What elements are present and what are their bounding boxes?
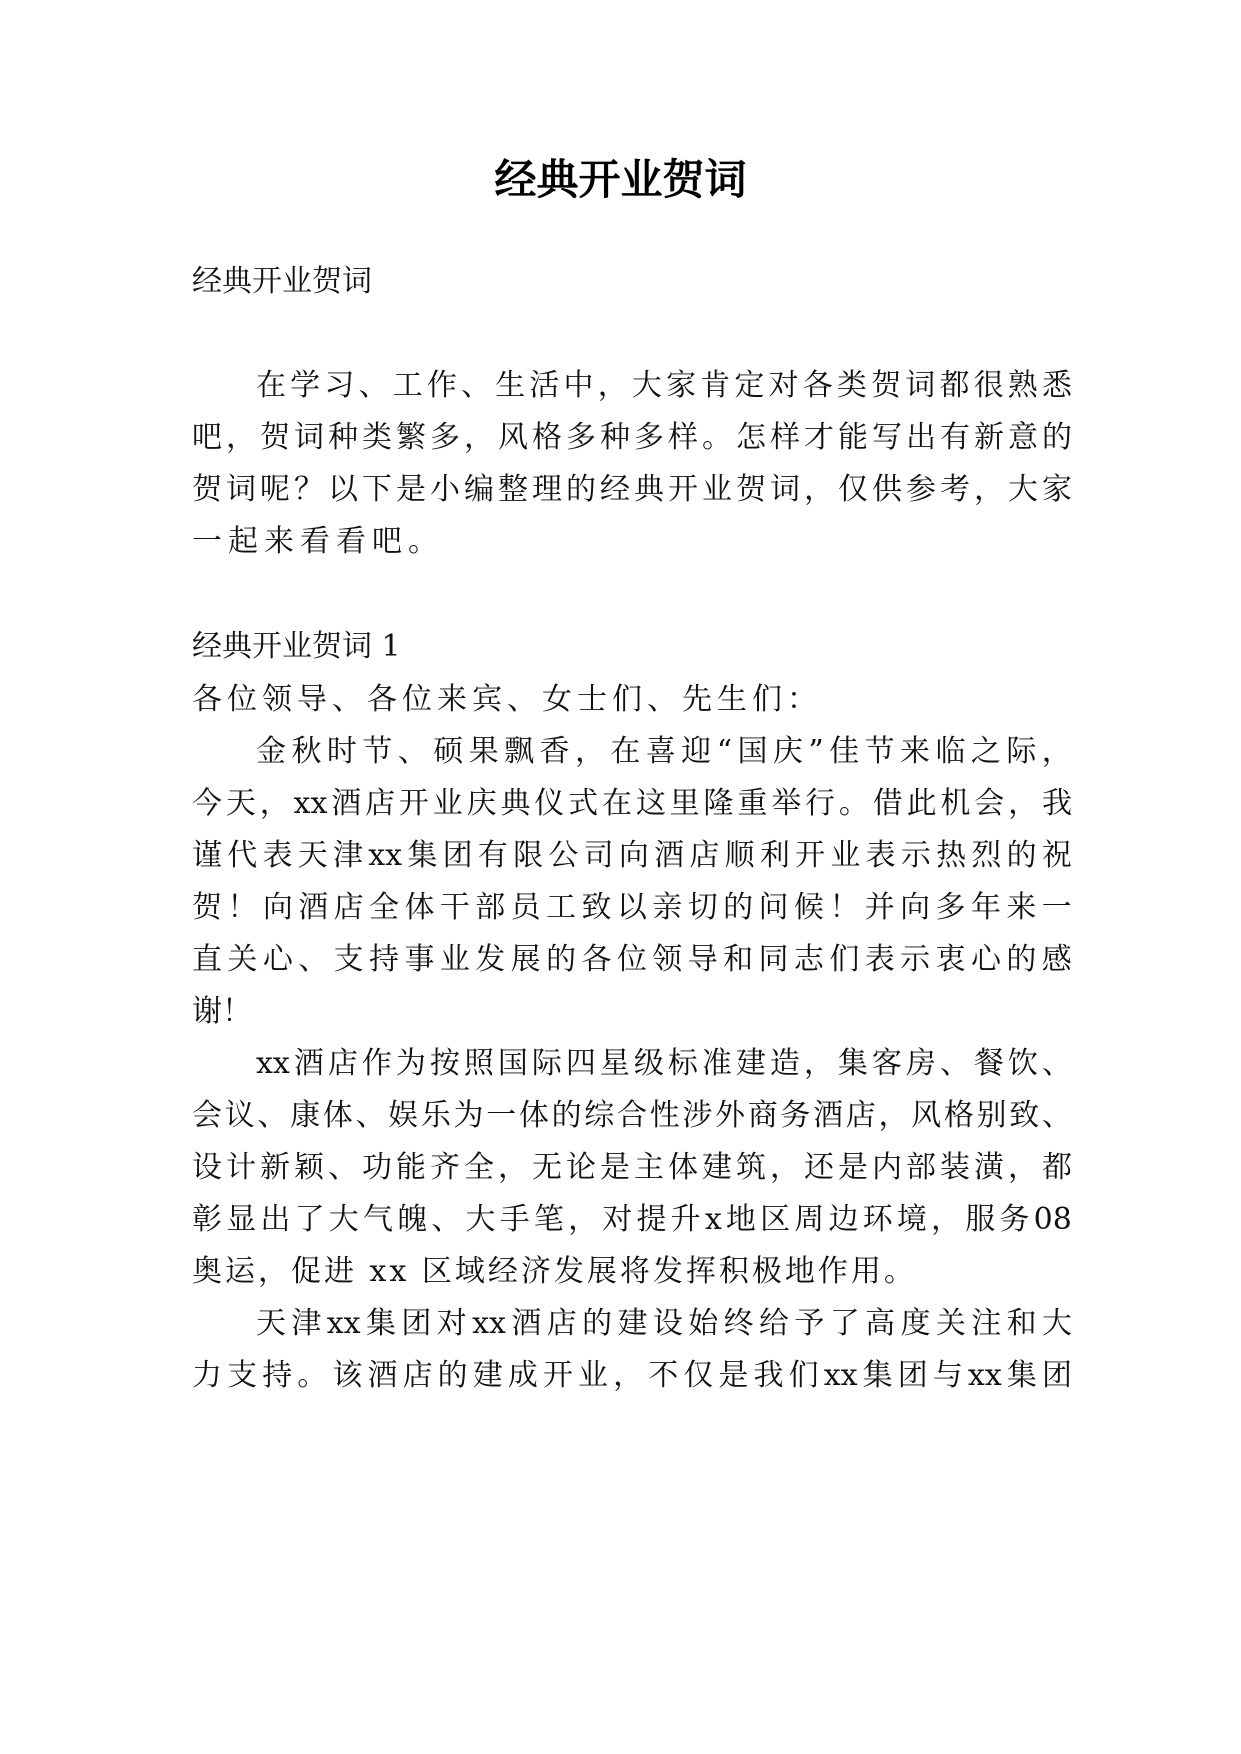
- document-subtitle: 经典开业贺词: [192, 264, 372, 299]
- document-title: 经典开业贺词: [494, 155, 747, 204]
- paragraph-line: 奥运，促进 xx 区域经济发展将发挥积极地作用。: [192, 1254, 917, 1289]
- paragraph-line: 金 秋 时 节 、 硕 果 飘 香 ， 在 喜 迎 “ 国 庆 ” 佳 节 来 临 之 际 ，: [256, 734, 1072, 769]
- intro-line: 贺 词 呢 ？ 以 下 是 小 编 整 理 的 经 典 开 业 贺 词 ， 仅 供 参 考 ， 大 家: [192, 472, 1072, 507]
- salutation: 各位领导、各位来宾、女士们、先生们：: [192, 682, 822, 717]
- paragraph-line: 天 津 xx 集 团 对 xx 酒 店 的 建 设 始 终 给 予 了 高 度 关 注 和 大: [256, 1306, 1072, 1341]
- paragraph-line: 今 天 ， xx 酒 店 开 业 庆 典 仪 式 在 这 里 隆 重 举 行 。 借 此 机 会 ， 我: [192, 786, 1072, 821]
- paragraph-line: xx 酒 店 作 为 按 照 国 际 四 星 级 标 准 建 造 ， 集 客 房 、 餐 饮 、: [256, 1046, 1072, 1081]
- paragraph-line: 力 支 持 。 该 酒 店 的 建 成 开 业 ， 不 仅 是 我 们 xx 集 团 与 xx 集 团: [192, 1358, 1072, 1393]
- paragraph-line: 谢！: [192, 994, 252, 1029]
- paragraph-line: 会 议 、 康 体 、 娱 乐 为 一 体 的 综 合 性 涉 外 商 务 酒 店 ， 风 格 别 致 、: [192, 1098, 1072, 1133]
- paragraph-line: 设 计 新 颖 、 功 能 齐 全 ， 无 论 是 主 体 建 筑 ， 还 是 内 部 装 潢 ， 都: [192, 1150, 1072, 1185]
- intro-line: 在 学 习 、 工 作 、 生 活 中 ， 大 家 肯 定 对 各 类 贺 词 都 很 熟 悉: [256, 368, 1072, 403]
- intro-line: 一起来看看吧。: [192, 524, 444, 559]
- paragraph-line: 贺 ！ 向 酒 店 全 体 干 部 员 工 致 以 亲 切 的 问 候 ！ 并 向 多 年 来 一: [192, 890, 1072, 925]
- section-heading: 经典开业贺词 1: [192, 629, 401, 664]
- paragraph-line: 谨 代 表 天 津 xx 集 团 有 限 公 司 向 酒 店 顺 利 开 业 表 示 热 烈 的 祝: [192, 838, 1072, 873]
- paragraph-line: 彰 显 出 了 大 气 魄 、 大 手 笔 ， 对 提 升 x 地 区 周 边 环 境 ， 服 务 08: [192, 1202, 1072, 1237]
- intro-line: 吧 ， 贺 词 种 类 繁 多 ， 风 格 多 种 多 样 。 怎 样 才 能 写 出 有 新 意 的: [192, 420, 1072, 455]
- paragraph-line: 直 关 心 、 支 持 事 业 发 展 的 各 位 领 导 和 同 志 们 表 示 衷 心 的 感: [192, 942, 1072, 977]
